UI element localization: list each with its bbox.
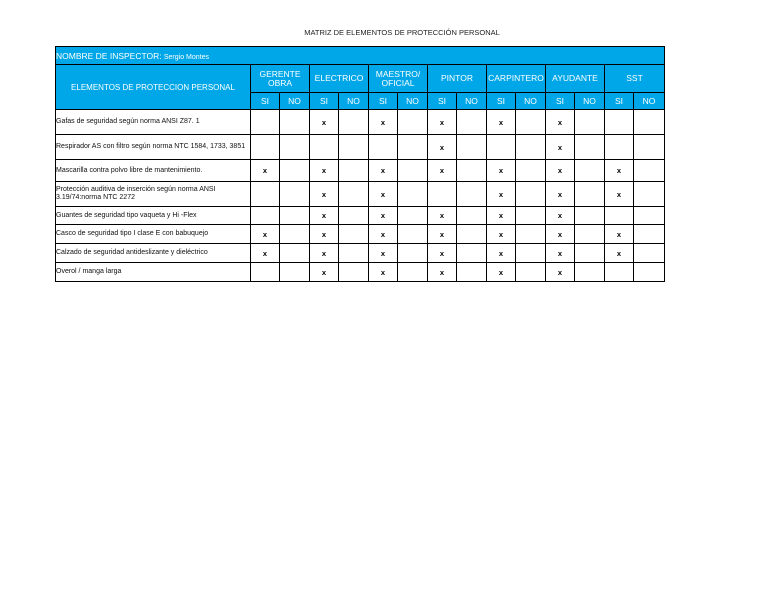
mark-cell: [634, 110, 665, 135]
mark-cell: [634, 207, 665, 225]
table-row: [56, 110, 665, 135]
mark-cell: [339, 207, 369, 225]
table-row: [56, 182, 665, 207]
inspector-cell: [56, 47, 665, 65]
mark-cell: [457, 207, 487, 225]
mark-cell: [398, 244, 428, 263]
role-header-pintor: PINTOR: [428, 65, 487, 93]
mark-cell: [457, 244, 487, 263]
mark-cell: x: [251, 244, 280, 263]
element-cell: Mascarilla contra polvo libre de mantenimiento.: [56, 160, 251, 182]
mark-cell: [457, 110, 487, 135]
mark-cell: x: [428, 263, 457, 282]
mark-cell: [398, 110, 428, 135]
mark-cell: [339, 110, 369, 135]
mark-cell: [251, 263, 280, 282]
mark-cell: x: [546, 263, 575, 282]
mark-cell: [605, 135, 634, 160]
si-header: SI: [428, 93, 457, 110]
mark-cell: [457, 182, 487, 207]
role-header-carpintero: CARPINTERO: [487, 65, 546, 93]
mark-cell: [339, 244, 369, 263]
mark-cell: [516, 207, 546, 225]
mark-cell: x: [546, 160, 575, 182]
mark-cell: [516, 160, 546, 182]
mark-cell: [516, 244, 546, 263]
mark-cell: x: [251, 225, 280, 244]
mark-cell: [516, 182, 546, 207]
mark-cell: [398, 135, 428, 160]
mark-cell: [280, 110, 310, 135]
mark-cell: x: [310, 244, 339, 263]
si-header: SI: [605, 93, 634, 110]
mark-cell: [369, 135, 398, 160]
table-row: [56, 160, 665, 182]
mark-cell: [457, 160, 487, 182]
mark-cell: x: [605, 182, 634, 207]
mark-cell: [251, 182, 280, 207]
table-row: [56, 225, 665, 244]
matrix-body: [56, 110, 665, 282]
mark-cell: [457, 225, 487, 244]
mark-cell: [457, 135, 487, 160]
mark-cell: x: [310, 263, 339, 282]
inspector-label: NOMBRE DE INSPECTOR:: [56, 50, 162, 61]
mark-cell: [634, 225, 665, 244]
mark-cell: [487, 135, 516, 160]
mark-cell: x: [310, 207, 339, 225]
mark-cell: x: [251, 160, 280, 182]
mark-cell: [280, 135, 310, 160]
mark-cell: x: [369, 263, 398, 282]
role-header-sst: SST: [605, 65, 665, 93]
mark-cell: x: [487, 225, 516, 244]
mark-cell: x: [546, 225, 575, 244]
si-header: SI: [369, 93, 398, 110]
mark-cell: [398, 207, 428, 225]
role-header-gerente-obra: GERENTE OBRA: [251, 65, 310, 93]
inspector-name: Sergio Montes: [163, 53, 210, 61]
mark-cell: x: [369, 110, 398, 135]
mark-cell: [634, 244, 665, 263]
element-cell: Protección auditiva de inserción según norma ANSI 3.19/74:norma NTC 2272: [56, 182, 251, 207]
mark-cell: x: [369, 244, 398, 263]
no-header: NO: [575, 93, 605, 110]
si-header: SI: [251, 93, 280, 110]
mark-cell: x: [605, 244, 634, 263]
mark-cell: [457, 263, 487, 282]
si-header: SI: [310, 93, 339, 110]
element-cell: Respirador AS con filtro según norma NTC 1584, 1733, 3851: [56, 135, 251, 160]
mark-cell: x: [369, 182, 398, 207]
mark-cell: x: [310, 110, 339, 135]
mark-cell: x: [428, 135, 457, 160]
mark-cell: x: [369, 207, 398, 225]
mark-cell: [398, 160, 428, 182]
mark-cell: x: [310, 225, 339, 244]
mark-cell: x: [546, 135, 575, 160]
mark-cell: x: [369, 160, 398, 182]
si-header: SI: [487, 93, 516, 110]
elements-column-header: ELEMENTOS DE PROTECCION PERSONAL: [56, 65, 251, 110]
mark-cell: [251, 207, 280, 225]
mark-cell: [516, 110, 546, 135]
mark-cell: x: [487, 160, 516, 182]
table-row: [56, 263, 665, 282]
mark-cell: x: [546, 110, 575, 135]
role-header-electrico: ELECTRICO: [310, 65, 369, 93]
document-title: MATRIZ DE ELEMENTOS DE PROTECCIÓN PERSONAL: [304, 28, 500, 37]
mark-cell: [575, 207, 605, 225]
element-cell: Calzado de seguridad antideslizante y dieléctrico: [56, 244, 251, 263]
mark-cell: x: [487, 244, 516, 263]
mark-cell: [280, 244, 310, 263]
mark-cell: [575, 263, 605, 282]
mark-cell: [398, 182, 428, 207]
role-header-maestro-oficial: MAESTRO/ OFICIAL: [369, 65, 428, 93]
table-row: [56, 244, 665, 263]
element-cell: Casco de seguridad tipo I clase E con babuquejo: [56, 225, 251, 244]
no-header: NO: [398, 93, 428, 110]
mark-cell: [605, 110, 634, 135]
mark-cell: [575, 225, 605, 244]
mark-cell: [634, 263, 665, 282]
table-row: [56, 135, 665, 160]
mark-cell: [280, 160, 310, 182]
mark-cell: [516, 135, 546, 160]
mark-cell: [428, 182, 457, 207]
mark-cell: [280, 182, 310, 207]
mark-cell: [605, 207, 634, 225]
mark-cell: [575, 244, 605, 263]
mark-cell: [251, 110, 280, 135]
element-cell: Gafas de seguridad según norma ANSI Z87. 1: [56, 110, 251, 135]
mark-cell: [398, 225, 428, 244]
mark-cell: x: [428, 207, 457, 225]
mark-cell: x: [310, 182, 339, 207]
mark-cell: [280, 207, 310, 225]
mark-cell: [280, 263, 310, 282]
mark-cell: x: [487, 182, 516, 207]
mark-cell: [634, 135, 665, 160]
mark-cell: x: [605, 160, 634, 182]
mark-cell: [516, 263, 546, 282]
mark-cell: [575, 182, 605, 207]
mark-cell: [575, 160, 605, 182]
mark-cell: [339, 263, 369, 282]
mark-cell: [605, 263, 634, 282]
mark-cell: x: [546, 182, 575, 207]
mark-cell: x: [605, 225, 634, 244]
mark-cell: [310, 135, 339, 160]
mark-cell: [575, 110, 605, 135]
mark-cell: x: [428, 160, 457, 182]
mark-cell: [339, 135, 369, 160]
table-row: [56, 207, 665, 225]
si-header: SI: [546, 93, 575, 110]
mark-cell: [280, 225, 310, 244]
mark-cell: x: [369, 225, 398, 244]
mark-cell: [339, 182, 369, 207]
no-header: NO: [457, 93, 487, 110]
mark-cell: x: [546, 207, 575, 225]
mark-cell: [634, 182, 665, 207]
mark-cell: x: [428, 244, 457, 263]
mark-cell: x: [487, 207, 516, 225]
mark-cell: [516, 225, 546, 244]
no-header: NO: [634, 93, 665, 110]
mark-cell: [398, 263, 428, 282]
role-header-ayudante: AYUDANTE: [546, 65, 605, 93]
ppe-matrix-table: [55, 46, 665, 282]
mark-cell: [339, 225, 369, 244]
mark-cell: x: [487, 263, 516, 282]
mark-cell: x: [428, 110, 457, 135]
mark-cell: [634, 160, 665, 182]
mark-cell: [339, 160, 369, 182]
element-cell: Overol / manga larga: [56, 263, 251, 282]
mark-cell: x: [487, 110, 516, 135]
mark-cell: x: [428, 225, 457, 244]
no-header: NO: [339, 93, 369, 110]
mark-cell: [575, 135, 605, 160]
no-header: NO: [516, 93, 546, 110]
mark-cell: x: [310, 160, 339, 182]
mark-cell: [251, 135, 280, 160]
element-cell: Guantes de seguridad tipo vaqueta y Hi -Flex: [56, 207, 251, 225]
no-header: NO: [280, 93, 310, 110]
mark-cell: x: [546, 244, 575, 263]
